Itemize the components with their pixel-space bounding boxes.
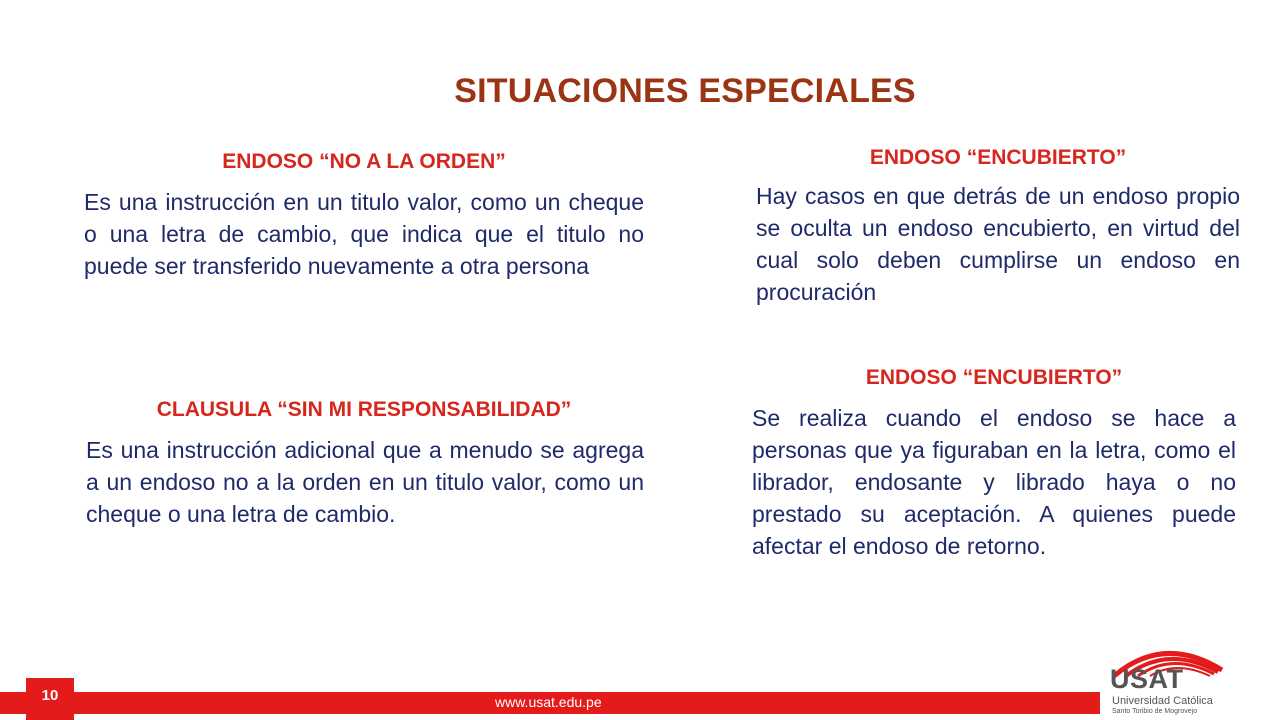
page-number: 10 bbox=[26, 678, 74, 720]
section-heading-encubierto-2: ENDOSO “ENCUBIERTO” bbox=[865, 366, 1123, 389]
section-body-encubierto-1: Hay casos en que detrás de un endoso propio se oculta un endoso encubierto, en virtud del cual solo deben cumplirse un endoso en procuración bbox=[756, 183, 1240, 305]
logo-subtitle: Universidad Católica bbox=[1112, 695, 1213, 707]
logo-subtitle-2: Santo Toribio de Mogrovejo bbox=[1112, 708, 1198, 715]
logo-name: USAT bbox=[1110, 664, 1184, 694]
section-heading-encubierto-1: ENDOSO “ENCUBIERTO” bbox=[869, 146, 1127, 169]
slide-title: SITUACIONES ESPECIALES bbox=[454, 72, 916, 110]
section-body-no-a-la-orden: Es una instrucción en un titulo valor, como un cheque o una letra de cambio, que indica que el titulo no puede ser transferido nuevamente a otra persona bbox=[84, 189, 644, 279]
footer-url[interactable]: www.usat.edu.pe bbox=[495, 694, 602, 710]
usat-logo bbox=[1106, 640, 1276, 718]
section-body-encubierto-2: Se realiza cuando el endoso se hace a personas que ya figuraban en la letra, como el librador, endosante y librado haya o no prestado su aceptación. A quienes puede afectar el endoso de retorno. bbox=[752, 405, 1236, 559]
section-body-sin-mi-responsabilidad: Es una instrucción adicional que a menudo se agrega a un endoso no a la orden en un titulo valor, como un cheque o una letra de cambio. bbox=[86, 437, 644, 527]
section-heading-no-a-la-orden: ENDOSO “NO A LA ORDEN” bbox=[222, 150, 506, 173]
section-heading-sin-mi-responsabilidad: CLAUSULA “SIN MI RESPONSABILIDAD” bbox=[156, 398, 572, 421]
